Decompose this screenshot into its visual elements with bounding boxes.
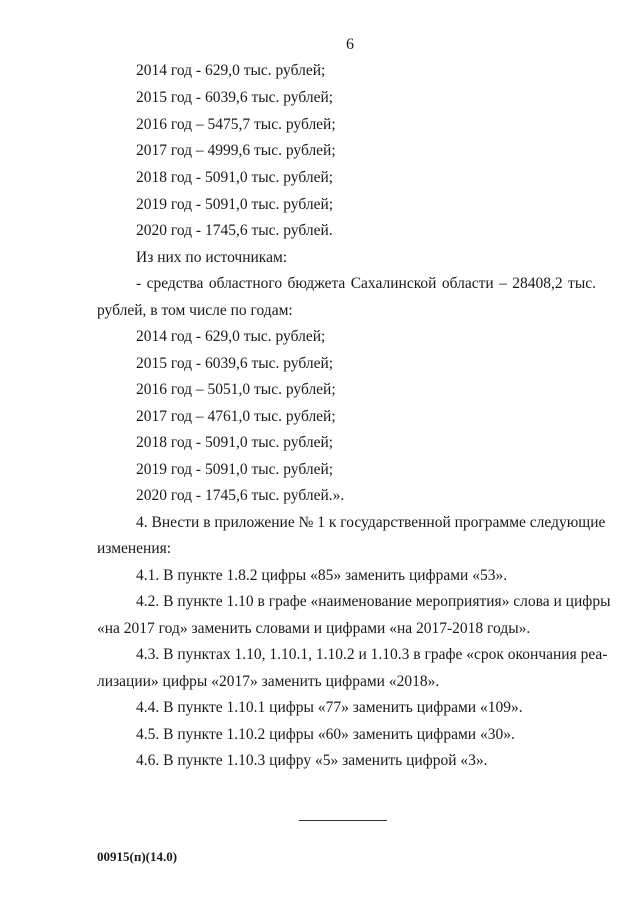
total-year-line: 2018 год - 5091,0 тыс. рублей; [136,169,334,186]
regional-budget-text-cont: рублей, в том числе по годам: [97,302,293,319]
regional-year-line: 2015 год - 6039,6 тыс. рублей; [136,355,334,372]
end-divider [299,820,387,821]
total-year-line: 2014 год - 629,0 тыс. рублей; [136,62,326,79]
document-code: 00915(п)(14.0) [97,849,178,864]
item-4-1: 4.1. В пункте 1.8.2 цифры «85» заменить цифрами «53». [136,567,508,584]
regional-year-line: 2019 год - 5091,0 тыс. рублей; [136,461,334,478]
total-year-line: 2017 год – 4999,6 тыс. рублей; [136,142,336,159]
item-4-text: 4. Внести в приложение № 1 к государственной программе следующие [136,514,606,531]
item-4-3-cont: лизации» цифры «2017» заменить цифрами «2018». [97,673,440,690]
item-4-5: 4.5. В пункте 1.10.2 цифры «60» заменить цифрами «30». [136,726,515,743]
regional-budget-text: - средства областного бюджета Сахалинской области – 28408,2 тыс. [136,275,596,292]
item-4-3: 4.3. В пунктах 1.10, 1.10.1, 1.10.2 и 1.10.3 в графе «срок окончания реа- [136,646,608,663]
item-4-2-cont: «на 2017 год» заменить словами и цифрами «на 2017-2018 годы». [97,620,531,637]
item-4-2: 4.2. В пункте 1.10 в графе «наименование мероприятия» слова и цифры [136,593,611,610]
item-4-6: 4.6. В пункте 1.10.3 цифру «5» заменить цифрой «3». [136,752,488,769]
regional-year-line: 2020 год - 1745,6 тыс. рублей.». [136,487,345,504]
total-year-line: 2015 год - 6039,6 тыс. рублей; [136,89,334,106]
page-number: 6 [346,36,354,53]
sources-intro: Из них по источникам: [136,249,288,266]
total-year-line: 2016 год – 5475,7 тыс. рублей; [136,116,336,133]
total-year-line: 2020 год - 1745,6 тыс. рублей. [136,222,333,239]
total-year-line: 2019 год - 5091,0 тыс. рублей; [136,196,334,213]
regional-year-line: 2014 год - 629,0 тыс. рублей; [136,328,326,345]
item-4-4: 4.4. В пункте 1.10.1 цифры «77» заменить цифрами «109». [136,699,523,716]
regional-year-line: 2016 год – 5051,0 тыс. рублей; [136,381,336,398]
regional-year-line: 2018 год - 5091,0 тыс. рублей; [136,434,334,451]
item-4-text-cont: изменения: [97,540,172,557]
regional-year-line: 2017 год – 4761,0 тыс. рублей; [136,408,336,425]
